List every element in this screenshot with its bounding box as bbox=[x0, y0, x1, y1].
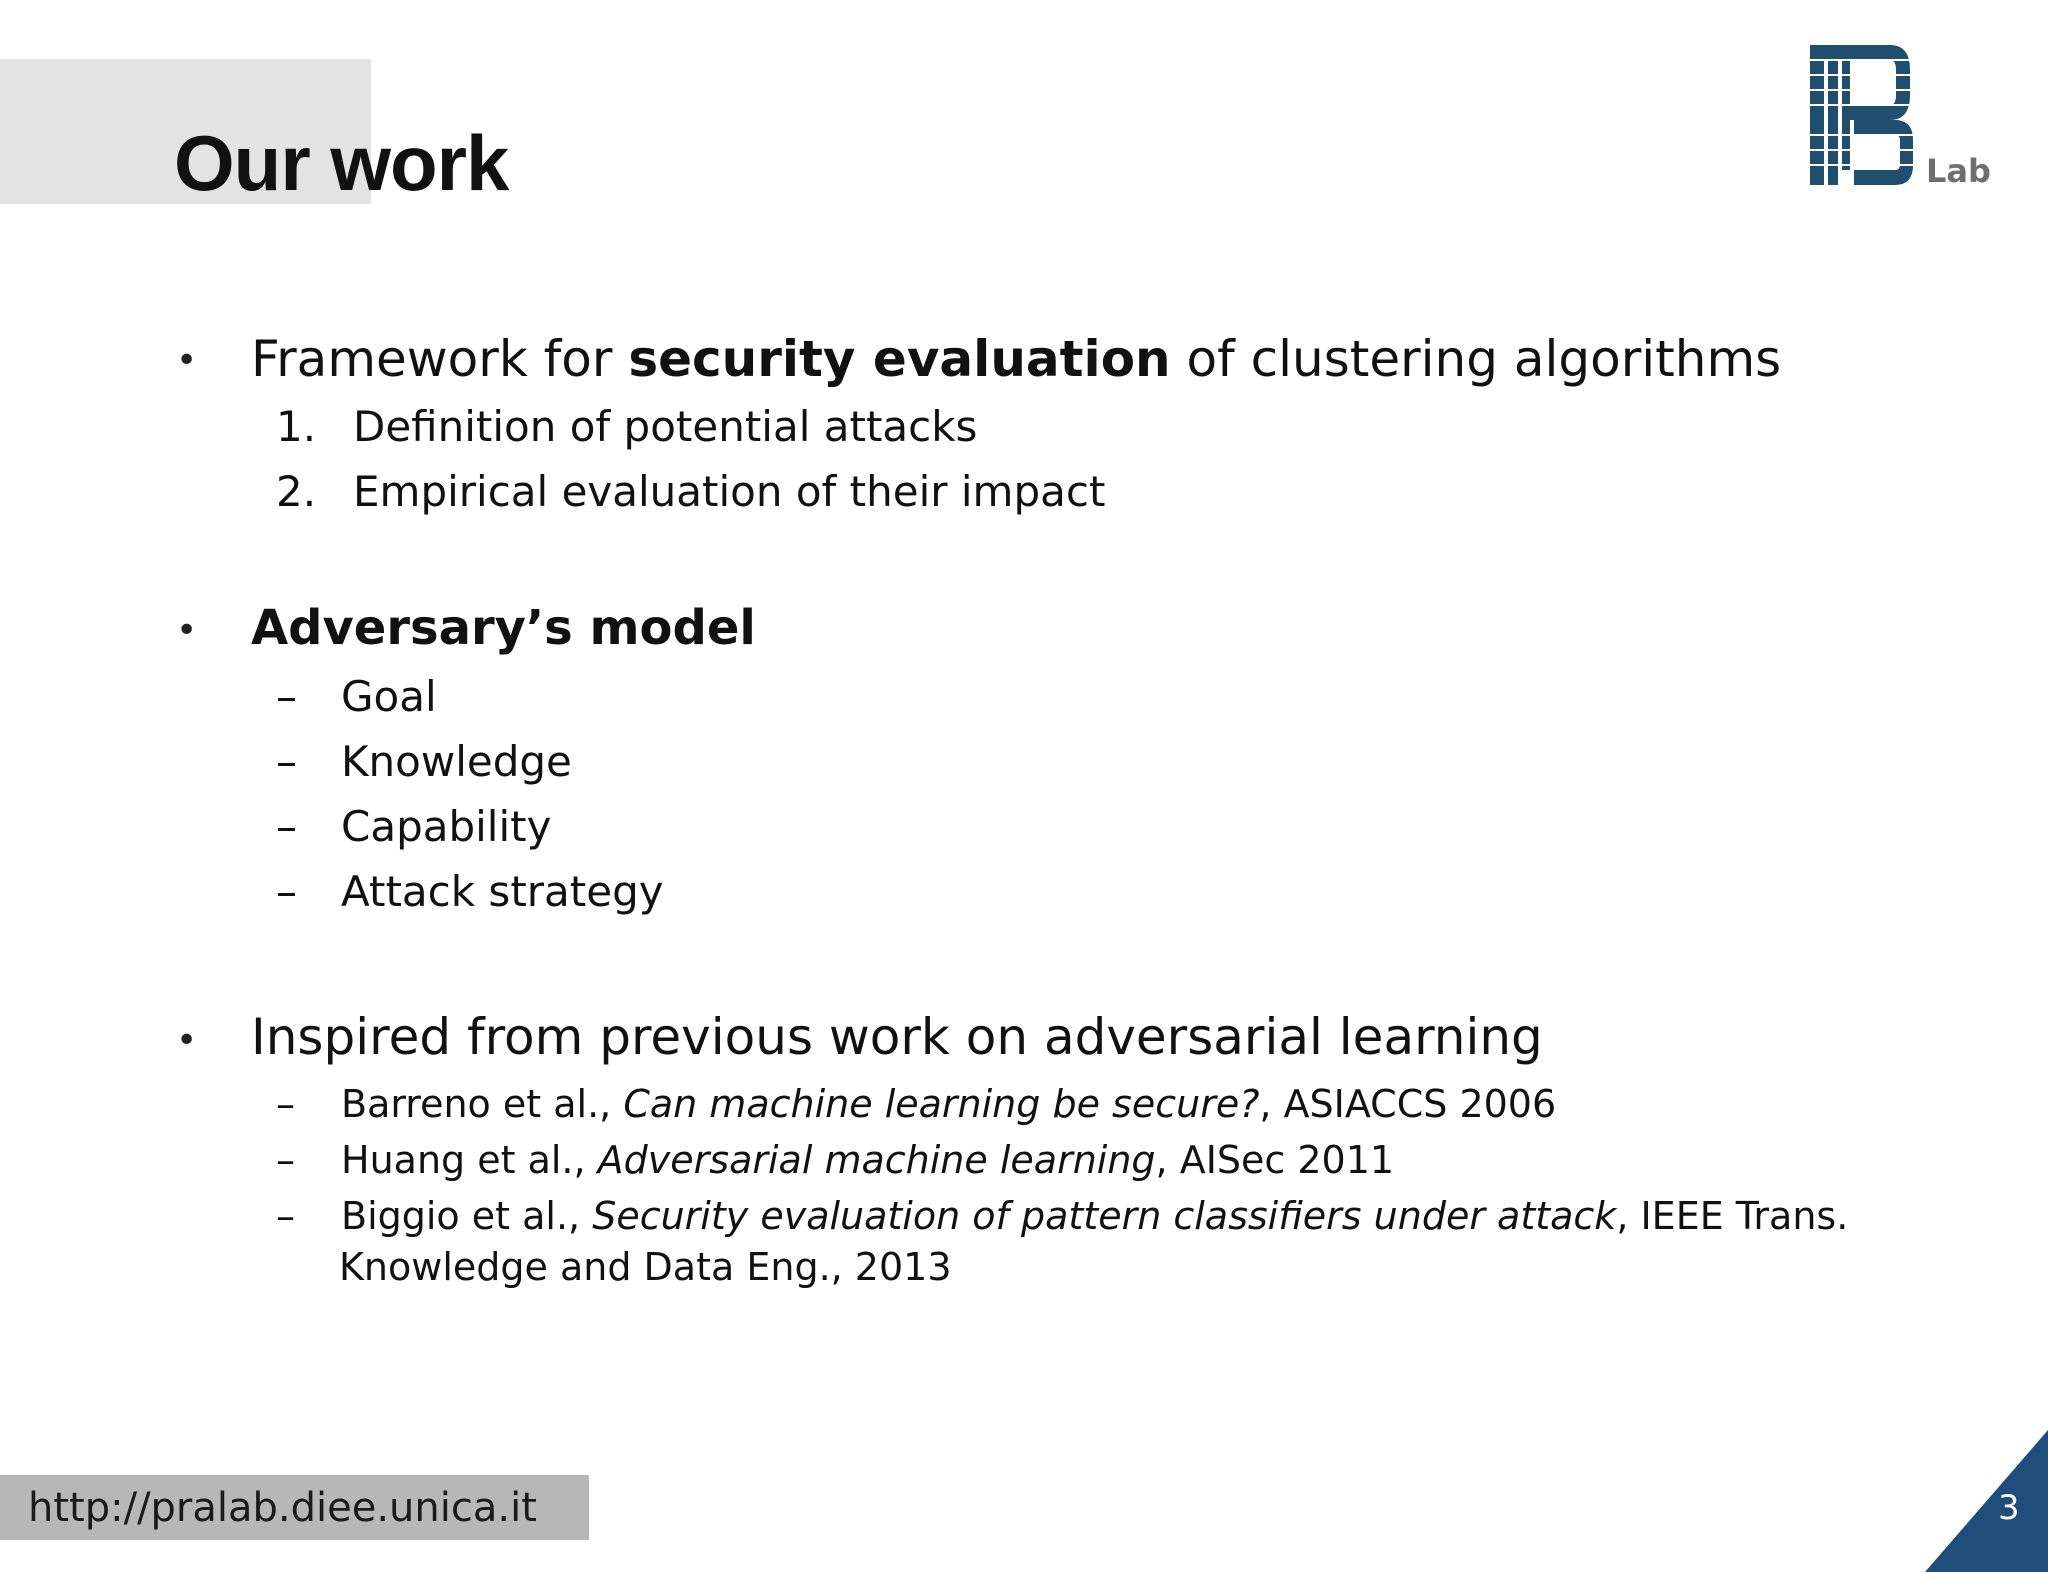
subitem-knowledge: Knowledge bbox=[341, 737, 572, 786]
bullet: • bbox=[176, 1020, 198, 1061]
list-marker: – bbox=[276, 1082, 295, 1126]
subitem-goal: Goal bbox=[341, 672, 437, 721]
page-number: 3 bbox=[1998, 1488, 2020, 1528]
list-marker: – bbox=[276, 672, 297, 721]
list-marker: – bbox=[276, 737, 297, 786]
footer-url-link[interactable]: http://pralab.diee.unica.it bbox=[28, 1485, 537, 1531]
subitem-capability: Capability bbox=[341, 802, 552, 851]
reference-biggio: Biggio et al., Security evaluation of pattern classifiers under attack, IEEE Trans. bbox=[341, 1194, 1849, 1238]
list-marker: 2. bbox=[276, 467, 317, 516]
list-marker: – bbox=[276, 1194, 295, 1238]
list-marker: – bbox=[276, 867, 297, 916]
list-marker: – bbox=[276, 1138, 295, 1182]
subitem-attack-strategy: Attack strategy bbox=[341, 867, 664, 916]
footer-url-bar bbox=[0, 1475, 589, 1540]
list-marker: 1. bbox=[276, 402, 317, 451]
bullet-framework: Framework for security evaluation of clustering algorithms bbox=[251, 330, 1782, 388]
list-marker: – bbox=[276, 802, 297, 851]
bullet-adversary-model: Adversary’s model bbox=[251, 600, 756, 656]
subitem-definition: Definition of potential attacks bbox=[353, 402, 978, 451]
reference-huang: Huang et al., Adversarial machine learning, AISec 2011 bbox=[341, 1138, 1395, 1182]
bullet: • bbox=[176, 610, 198, 651]
page-corner-triangle bbox=[1925, 1430, 2048, 1572]
bullet-inspired: Inspired from previous work on adversarial learning bbox=[251, 1008, 1543, 1066]
pralab-logo bbox=[1810, 40, 2000, 190]
logo-text: Lab bbox=[1926, 152, 1991, 190]
reference-biggio-continuation: Knowledge and Data Eng., 2013 bbox=[339, 1245, 952, 1289]
subitem-empirical: Empirical evaluation of their impact bbox=[353, 467, 1106, 516]
bullet: • bbox=[176, 340, 198, 381]
reference-barreno: Barreno et al., Can machine learning be secure?, ASIACCS 2006 bbox=[341, 1082, 1557, 1126]
slide-title: Our work bbox=[174, 119, 509, 207]
